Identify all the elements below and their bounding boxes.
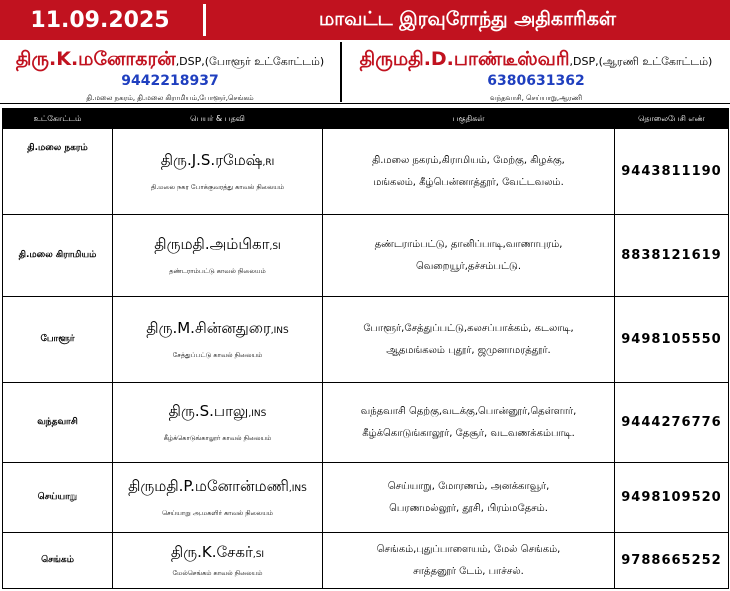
- officer-name: திரு.S.பாலு: [168, 402, 249, 420]
- police-station: தி.மலை நகர போக்குவரத்து காவல் நிலையம்: [150, 183, 285, 191]
- officer-cell: [113, 297, 323, 383]
- areas-line: செய்யாறு, மோரணம், அனக்காவூர்,: [387, 480, 550, 492]
- officer-name-line: [117, 151, 318, 171]
- dsp-officer-card: [0, 40, 340, 104]
- areas-line: போளூர்,சேத்துப்பட்டு,கலசப்பாக்கம், கடலாடி,: [363, 322, 574, 334]
- table-row: [3, 533, 729, 589]
- subdivision-cell: செங்கம்: [3, 533, 113, 589]
- phone-cell: 9498109520: [615, 463, 729, 533]
- officer-name: திரு.J.S.ரமேஷ்: [160, 151, 263, 169]
- officer-phone: 9442218937: [121, 73, 219, 89]
- subdivision-cell: செய்யாறு: [3, 463, 113, 533]
- officer-name: திரு.M.சின்னதுரை: [146, 319, 271, 337]
- officer-name-row: [342, 48, 730, 73]
- areas-line: சாத்தனூர் டேம், பாச்சல்.: [413, 565, 524, 577]
- areas-cell: [323, 215, 615, 297]
- table-header-row: [3, 109, 729, 129]
- column-header-name: பெயர் & பதவி: [113, 109, 323, 129]
- officer-name: திருமதி.P.மனோன்மணி: [128, 477, 289, 495]
- police-station: செய்யாறு அ.மகளிர் காவல் நிலையம்: [162, 509, 273, 517]
- night-patrol-table: [2, 108, 729, 589]
- dsp-officers-section: [0, 40, 730, 104]
- police-station: மேல்செங்கம் காவல் நிலையம்: [172, 569, 263, 577]
- report-date: 11.09.2025: [30, 7, 170, 33]
- table-row: [3, 463, 729, 533]
- subdivision-cell: வந்தவாசி: [3, 383, 113, 463]
- areas-line: பெரணமல்லூர், தூசி, பிரம்மதேசம்.: [389, 502, 548, 514]
- officer-cell: [113, 215, 323, 297]
- subdivision-cell: தி.மலை நகரம்: [3, 129, 113, 215]
- areas-cell: [323, 383, 615, 463]
- officer-cell: [113, 533, 323, 589]
- officer-name-line: [117, 235, 318, 255]
- areas-cell: [323, 297, 615, 383]
- officer-name: திருமதி.அம்பிகா: [154, 235, 270, 253]
- phone-cell: 9788665252: [615, 533, 729, 589]
- officer-areas: தி.மலை நகரம், தி.மலை கிராமியம்,போளூர்,செங்கம்: [86, 94, 254, 102]
- page-title: மாவட்ட இரவுரோந்து அதிகாரிகள்: [319, 7, 616, 30]
- column-header-subdivision: உட்கோட்டம்: [3, 109, 113, 129]
- phone-cell: 9443811190: [615, 129, 729, 215]
- areas-line: தண்டராம்பட்டு, தானிப்பாடி,வாணாபுரம்,: [374, 238, 563, 250]
- officer-rank: ,DSP,(ஆரணி உட்கோட்டம்): [569, 55, 713, 68]
- areas-line: தி.மலை நகரம்,கிராமியம், மேற்கு, கிழக்கு,: [372, 154, 565, 166]
- areas-cell: [323, 463, 615, 533]
- police-station: தண்டராம்பட்டு காவல் நிலையம்: [169, 267, 266, 275]
- officer-phone: 6380631362: [487, 73, 585, 89]
- phone-cell: 9498105550: [615, 297, 729, 383]
- officer-rank: ,RI: [262, 158, 275, 168]
- areas-line: வெறையூர்,தச்சம்பட்டு.: [415, 260, 522, 272]
- dsp-officer-card: [342, 40, 730, 104]
- officer-cell: [113, 463, 323, 533]
- officer-name-line: [117, 477, 318, 497]
- officer-name-row: [0, 48, 340, 73]
- areas-cell: [323, 533, 615, 589]
- officer-name-line: [117, 402, 318, 422]
- areas-line: செங்கம்,புதுப்பாளையம், மேல் செங்கம்,: [376, 543, 561, 555]
- officer-areas: வந்தவாசி, செய்யாறு,ஆரணி: [490, 94, 582, 102]
- table-row: [3, 215, 729, 297]
- table-row: [3, 383, 729, 463]
- officer-name-line: [117, 319, 318, 339]
- areas-line: மங்கலம், கீழ்பென்னாத்தூர், வேட்டவலம்.: [373, 176, 564, 188]
- officer-rank: ,INS: [270, 326, 289, 336]
- officer-rank: ,SI: [269, 242, 281, 252]
- officer-rank: ,SI: [252, 550, 265, 560]
- subdivision-cell: தி.மலை கிராமியம்: [3, 215, 113, 297]
- phone-cell: 9444276776: [615, 383, 729, 463]
- header-divider: [203, 4, 206, 36]
- officer-name: திருமதி.D.பாண்டீஸ்வரி: [359, 48, 570, 70]
- officer-cell: [113, 129, 323, 215]
- officer-name: திரு.K.மனோகரன்: [15, 48, 176, 70]
- column-header-phone: தொலைபேசி எண்: [615, 109, 729, 129]
- areas-line: வந்தவாசி தெற்கு,வடக்கு,பொன்னூர்,தெள்ளார்,: [360, 405, 577, 417]
- phone-cell: 8838121619: [615, 215, 729, 297]
- officer-name: திரு.K.சேகர்: [170, 543, 253, 561]
- areas-line: ஆதமங்கலம் புதூர், ஜமுனாமரத்தூர்.: [386, 344, 551, 356]
- officer-rank: ,INS: [288, 484, 307, 494]
- areas-cell: [323, 129, 615, 215]
- table-row: [3, 129, 729, 215]
- officer-rank: ,DSP,(போளூர் உட்கோட்டம்): [175, 55, 325, 68]
- officer-name-line: [117, 543, 318, 563]
- subdivision-cell: போளூர்: [3, 297, 113, 383]
- officer-rank: ,INS: [248, 409, 267, 419]
- police-station: கீழ்க்கொடுங்காலூர் காவல் நிலையம்: [163, 434, 272, 442]
- police-station: சேத்துப்பட்டு காவல் நிலையம்: [172, 351, 263, 359]
- header-banner: [0, 0, 730, 40]
- areas-line: கீழ்க்கொடுங்காலூர், தேசூர், வடவணக்கம்பாடி.: [362, 427, 575, 439]
- column-header-areas: பகுதிகள்: [323, 109, 615, 129]
- table-row: [3, 297, 729, 383]
- officer-cell: [113, 383, 323, 463]
